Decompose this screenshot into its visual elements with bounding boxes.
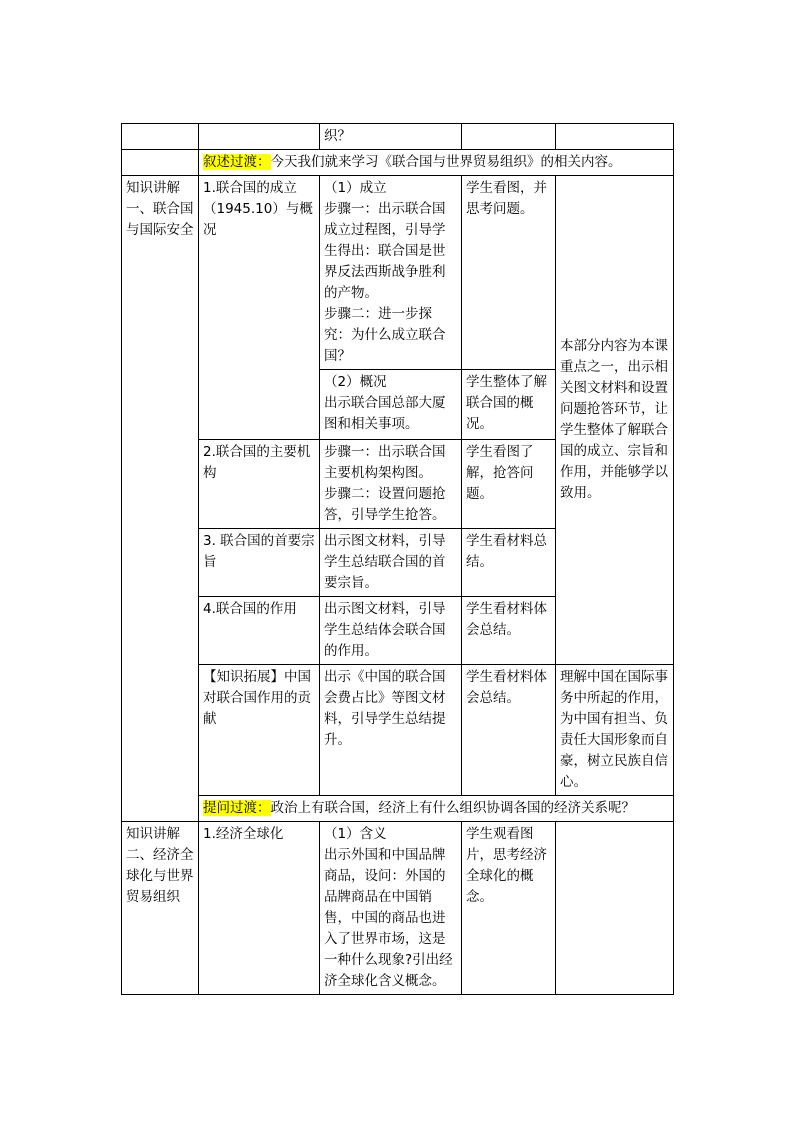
student-cell: 学生看材料总结。 [462,529,556,597]
cell-empty [462,124,556,150]
transition-text: 今天我们就来学习《联合国与世界贸易组织》的相关内容。 [270,154,622,170]
transition-row [199,150,674,176]
table-row [122,150,674,176]
section-title: 知识讲解一、联合国与国际安全 [122,176,199,822]
activity-cell [320,370,462,440]
student-cell: 学生看材料体会总结。 [462,597,556,665]
activity-heading: （1）成立 [324,180,387,196]
activity-body: 步骤一：出示联合国成立过程图，引导学生得出：联合国是世界反法西斯战争胜利的产物。 步骤二：进一步探究：为什么成立联合国？ [324,201,446,364]
activity-cell: 步骤一：出示联合国主要机构架构图。 步骤二：设置问题抢答，引导学生抢答。 [320,440,462,529]
lesson-plan-table [121,123,674,995]
table-row [122,796,674,822]
student-cell: 学生看图了解，抢答问题。 [462,440,556,529]
activity-cell: 出示图文材料，引导学生总结联合国的首要宗旨。 [320,529,462,597]
transition-label: 提问过渡： [203,800,271,816]
cell-empty [556,124,674,150]
activity-heading: （2）概况 [324,374,387,390]
topic-cell: 1.经济全球化 [199,822,320,995]
transition-text: 政治上有联合国，经济上有什么组织协调各国的经济关系呢？ [270,800,635,816]
cell-empty [122,150,199,176]
activity-body: 出示联合国总部大厦图和相关事项。 [324,395,446,432]
table-row [122,822,674,995]
activity-cell: 出示《中国的联合国会费占比》等图文材料，引导学生总结提升。 [320,665,462,796]
student-cell: 学生看材料体会总结。 [462,665,556,796]
design-note: 本部分内容为本课重点之一，出示相关图文材料和设置问题抢答环节，让学生整体了解联合国的成立、宗旨和作用，并能够学以致用。 [556,176,674,665]
transition-row [199,796,674,822]
table-row [122,665,674,796]
topic-cell: 3. 联合国的首要宗旨 [199,529,320,597]
student-cell: 学生整体了解联合国的概况。 [462,370,556,440]
topic-cell: 【知识拓展】中国对联合国作用的贡献 [199,665,320,796]
topic-cell: 4.联合国的作用 [199,597,320,665]
design-note: 理解中国在国际事务中所起的作用，为中国有担当、负责任大国形象而自豪，树立民族自信心。 [556,665,674,796]
table-row [122,176,674,370]
transition-label: 叙述过渡： [203,154,271,170]
section-title: 知识讲解二、经济全球化与世界贸易组织 [122,822,199,995]
activity-cell: 出示图文材料，引导学生总结体会联合国的作用。 [320,597,462,665]
topic-cell: 1.联合国的成立（1945.10）与概况 [199,176,320,440]
student-cell: 学生看图，并思考问题。 [462,176,556,370]
activity-cell [320,822,462,995]
cell-empty [199,124,320,150]
activity-body: 出示外国和中国品牌商品，设问：外国的品牌商品在中国销售，中国的商品也进入了世界市场，这是一种什么现象?引出经济全球化含义概念。 [324,847,453,989]
student-cell: 学生观看图片，思考经济全球化的概念。 [462,822,556,995]
table-row [122,124,674,150]
activity-heading: （1）含义 [324,826,387,842]
cell-empty [122,124,199,150]
cell-empty [556,822,674,995]
cell-text: 织？ [320,124,462,150]
topic-cell: 2.联合国的主要机构 [199,440,320,529]
activity-cell [320,176,462,370]
